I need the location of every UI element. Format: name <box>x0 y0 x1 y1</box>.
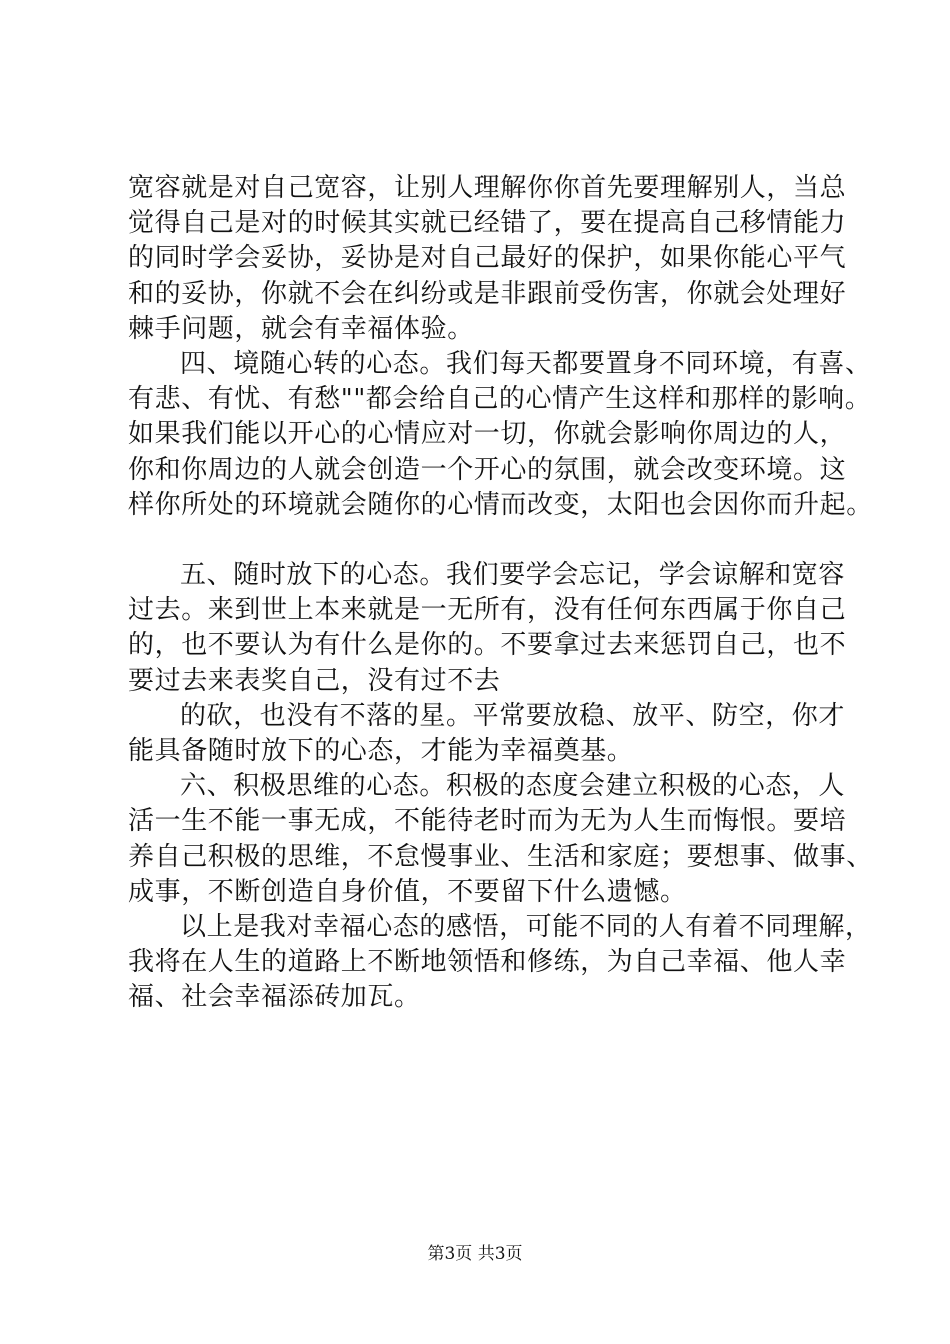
page-number: 第3页 共3页 <box>427 1244 523 1264</box>
text-line: 要过去来表奖自己，没有过不去 <box>128 665 501 696</box>
text-line: 福、社会幸福添砖加瓦。 <box>128 982 421 1013</box>
text-line: 如果我们能以开心的心情应对一切，你就会影响你周边的人， <box>128 419 847 450</box>
text-line: 的砍，也没有不落的星。平常要放稳、放平、防空，你才 <box>180 700 846 731</box>
text-line: 和的妥协，你就不会在纠纷或是非跟前受伤害，你就会处理好 <box>128 278 847 309</box>
text-line: 觉得自己是对的时候其实就已经错了，要在提高自己移情能力 <box>128 208 847 239</box>
text-line: 成事，不断创造自身价值，不要留下什么遗憾。 <box>128 876 687 907</box>
paragraph-gap <box>128 523 828 558</box>
paragraph-heading-6: 六、积极思维的心态。积极的态度会建立积极的心态，人 <box>180 771 846 802</box>
document-body <box>128 171 873 1016</box>
text-line: 的，也不要认为有什么是你的。不要拿过去来惩罚自己，也不 <box>128 630 847 661</box>
text-line: 你和你周边的人就会创造一个开心的氛围，就会改变环境。这 <box>128 454 847 485</box>
paragraph-heading-5: 五、随时放下的心态。我们要学会忘记，学会谅解和宽容 <box>180 560 846 591</box>
page-footer <box>0 1243 950 1265</box>
text-line: 的同时学会妥协，妥协是对自己最好的保护，如果你能心平气 <box>128 243 847 274</box>
text-line: 养自己积极的思维，不怠慢事业、生活和家庭；要想事、做事、 <box>128 841 873 872</box>
text-line: 宽容就是对自己宽容，让别人理解你你首先要理解别人，当总 <box>128 173 847 203</box>
text-line: 我将在人生的道路上不断地领悟和修练，为自己幸福、他人幸 <box>128 947 847 978</box>
text-line: 有悲、有忧、有愁""都会给自己的心情产生这样和那样的影响。 <box>128 384 872 415</box>
text-line: 样你所处的环境就会随你的心情而改变，太阳也会因你而升起。 <box>128 489 873 520</box>
paragraph-heading-4: 四、境随心转的心态。我们每天都要置身不同环境，有喜、 <box>180 348 872 379</box>
closing-paragraph: 以上是我对幸福心态的感悟，可能不同的人有着不同理解， <box>180 911 872 942</box>
text-line: 活一生不能一事无成，不能待老时而为无为人生而悔恨。要培 <box>128 806 847 837</box>
text-line: 棘手问题，就会有幸福体验。 <box>128 313 474 344</box>
text-line: 过去。来到世上本来就是一无所有，没有任何东西属于你自己 <box>128 595 847 626</box>
text-line: 能具备随时放下的心态，才能为幸福奠基。 <box>128 736 634 766</box>
